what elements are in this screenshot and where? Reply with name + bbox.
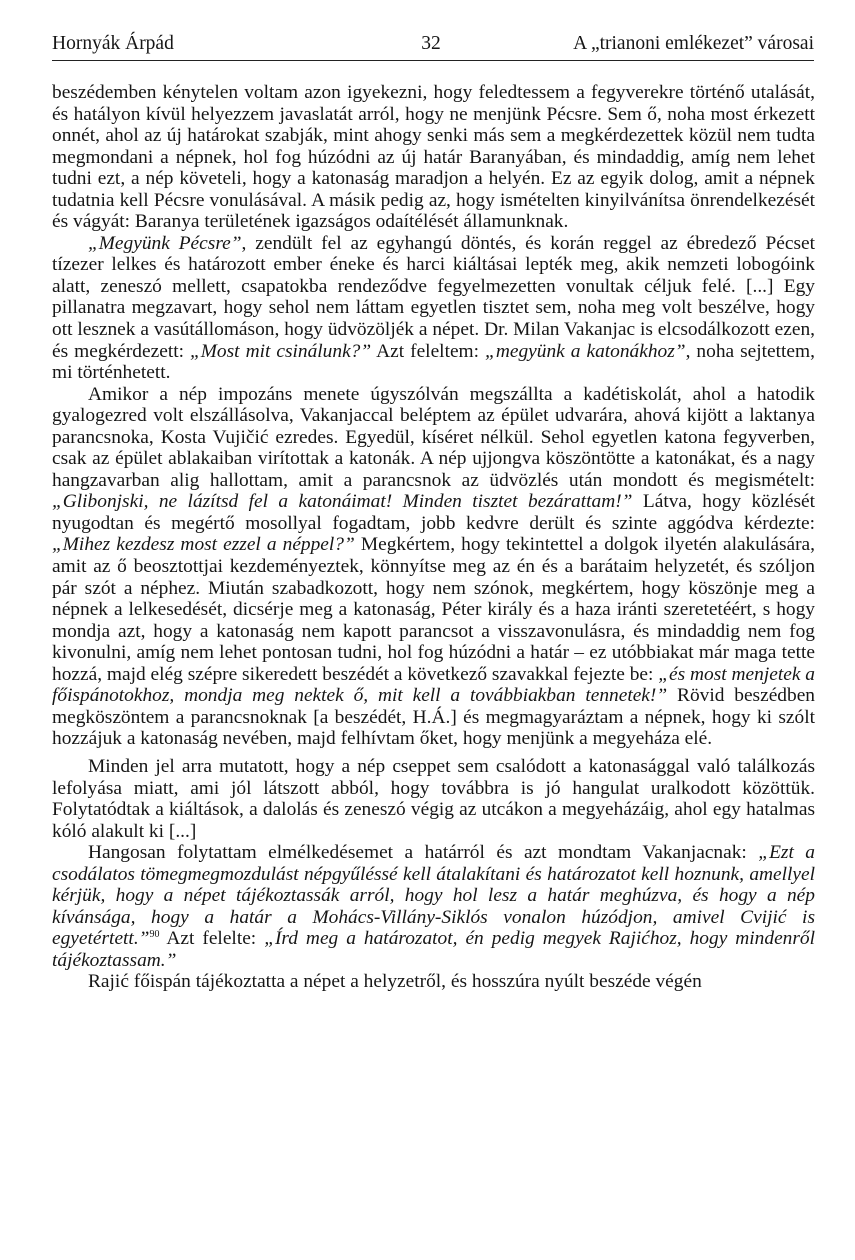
quoted-speech: „Glibonjski, ne lázítsd fel a katonáimat! Minden tisztet bezárattam!” — [52, 491, 633, 513]
text-run: Rajić főispán tájékoztatta a népet a helyzetről, és hosszúra nyúlt beszéde végén — [88, 971, 702, 993]
text-run: Azt felelte: — [159, 928, 265, 950]
page-number: 32 — [421, 33, 441, 54]
paragraph — [52, 82, 815, 233]
text-run: Amikor a nép impozáns menete úgyszólván megszállta a kadétiskolát, ahol a hatodik gyalogezred volt elszállásolva, Vakanjaccal beléptem az épület udvarára, ahová kijött a laktanya parancsnoka, Kosta Vujičić ezredes. Egyedül, kíséret nélkül. Sehol egyetlen katona fegyverben, csak az épület ablakaiban virítottak a katonák. A nép ujjongva köszöntötte a katonákat, és a nagy hangzavarban alig hallottam, amit a parancsnok az üdvözlés után mondott és megismételt: — [52, 383, 815, 491]
text-run: , noha sejtettem, mi történhetett. — [52, 340, 815, 384]
text-run: , zendült fel az egyhangú döntés, és korán reggel az ébredező Pécset tízezer lelkes és határozott ember éneke és harci kiáltásai lepték meg, akik nemzeti lobogóink alatt, zeneszó mellett, csapatokba rendeződve fegyelmezetten vonultak céljuk felé. [...] Egy pillanatra megzavart, hogy sehol nem láttam egyetlen tisztet sem, noha meg volt beszélve, hogy ott lesznek a vasútállomáson, hogy üdvözöljék a népet. Dr. Milan Vakanjac is elcsodálkozott ezen, és megkérdezett: — [52, 232, 815, 362]
footnote-ref: 90 — [149, 929, 160, 941]
text-run: Látva, hogy közlését nyugodtan és megértő mosollyal fogadtam, jobb kedvre derült és szinte aggódva kérdezte: — [52, 491, 815, 534]
text-run: beszédemben kénytelen voltam azon igyekezni, hogy feledtessem a fegyverekre történő utalását, és hatályon kívül helyezzem javaslatát arról, hogy ne menjünk Pécsre. Sem ő, noha most érkezett onnét, ahol az új határokat szabják, mint ahogy senki más sem a megkérdezettek közül nem tudta megmondani a népnek, hol fog húzódni az új határ Baranyában, és mindaddig, amíg nem lehet tudni ezt, a nép követeli, hogy a katonaság maradjon a helyén. Ez az egyik dolog, amit a népnek tudatnia kell Pécsre vonulásával. A másik pedig az, hogy ismételten kinyilvánítsa önrendelkezését és vágyát: Baranya területének igazságos odaítélését államunknak. — [52, 82, 815, 233]
paragraph — [52, 971, 815, 993]
header-author: Hornyák Árpád — [52, 33, 174, 54]
text-run: Minden jel arra mutatott, hogy a nép cseppet sem csalódott a katonasággal való találkozás lefolyása miatt, ami jól látszott abból, hogy továbbra is jó hangulat uralkodott közöttük. Folytatódtak a kiáltások, a dalolás és zeneszó végig az utcákon a megyeházáig, ahol egy hatalmas kóló alakult ki [...] — [52, 755, 815, 842]
quoted-speech: „és most menjetek a főispánotokhoz, mondja meg nektek ő, mit kell a továbbiakban tennetek!” — [52, 663, 815, 707]
body-text — [52, 82, 815, 993]
quoted-speech: „megyünk a katonákhoz” — [485, 340, 686, 362]
quoted-speech: „Megyünk Pécsre” — [88, 232, 242, 254]
text-run: Megkértem, hogy tekintettel a dolgok ilyetén alakulására, amit az ő beosztottjai kezdeményeztek, könnyítse meg az én és a barátaim helyzetét, és szóljon pár szót a néphez. Miután szabadkozott, hogy nem szónok, megkértem, hogy köszönje meg a népnek a lelkesedését, dicsérje meg a katonaság, Péter király és a haza iránti szeretetéért, s hogy mondja azt, hogy a katonaság nem kapott parancsot a visszavonulásra, és mindaddig nem fog kivonulni, amíg nem lehet pontosan tudni, hol fog húzódni a határ – ez utóbbiakat már maga tette hozzá, majd elég szépre sikeredett beszédét a következő szavakkal fejezte be: — [52, 534, 816, 685]
paragraph — [52, 842, 815, 971]
quoted-speech: „Írd meg a határozatot, én pedig megyek Rajićhoz, hogy mindenről tájékoztassam.” — [52, 928, 816, 971]
text-run: Hangosan folytattam elmélkedésemet a határról és azt mondtam Vakanjacnak: — [88, 842, 759, 864]
paragraph — [52, 384, 815, 750]
text-run: Azt feleltem: — [371, 340, 486, 362]
text-run: Rövid beszédben megköszöntem a parancsnoknak [a beszédét, H.Á.] és megmagyaráztam a népnek, hogy ki szólt hozzájuk a katonaság nevében, majd felhívtam őket, hogy menjünk a megyeháza elé. — [52, 685, 816, 750]
paragraph — [52, 756, 815, 842]
quoted-speech: „Mihez kezdesz most ezzel a néppel?” — [52, 534, 355, 556]
header-title: A „trianoni emlékezet” városai — [573, 33, 814, 54]
quoted-speech: „Ezt a csodálatos tömegmegmozdulást népgyűléssé kell átalakítani és határozatot kell hoznunk, amellyel kérjük, hogy a népet tájékoztassák arról, hogy hol lesz a határ meghúzva, és hogy a nép kívánsága, hogy a határ a Mohács-Villány-Siklós vonalon húzódjon, amivel Cvijić is egyetértett.” — [52, 842, 815, 950]
running-header — [52, 28, 814, 61]
quoted-speech: „Most mit csinálunk?” — [190, 340, 372, 362]
paragraph — [52, 233, 815, 384]
